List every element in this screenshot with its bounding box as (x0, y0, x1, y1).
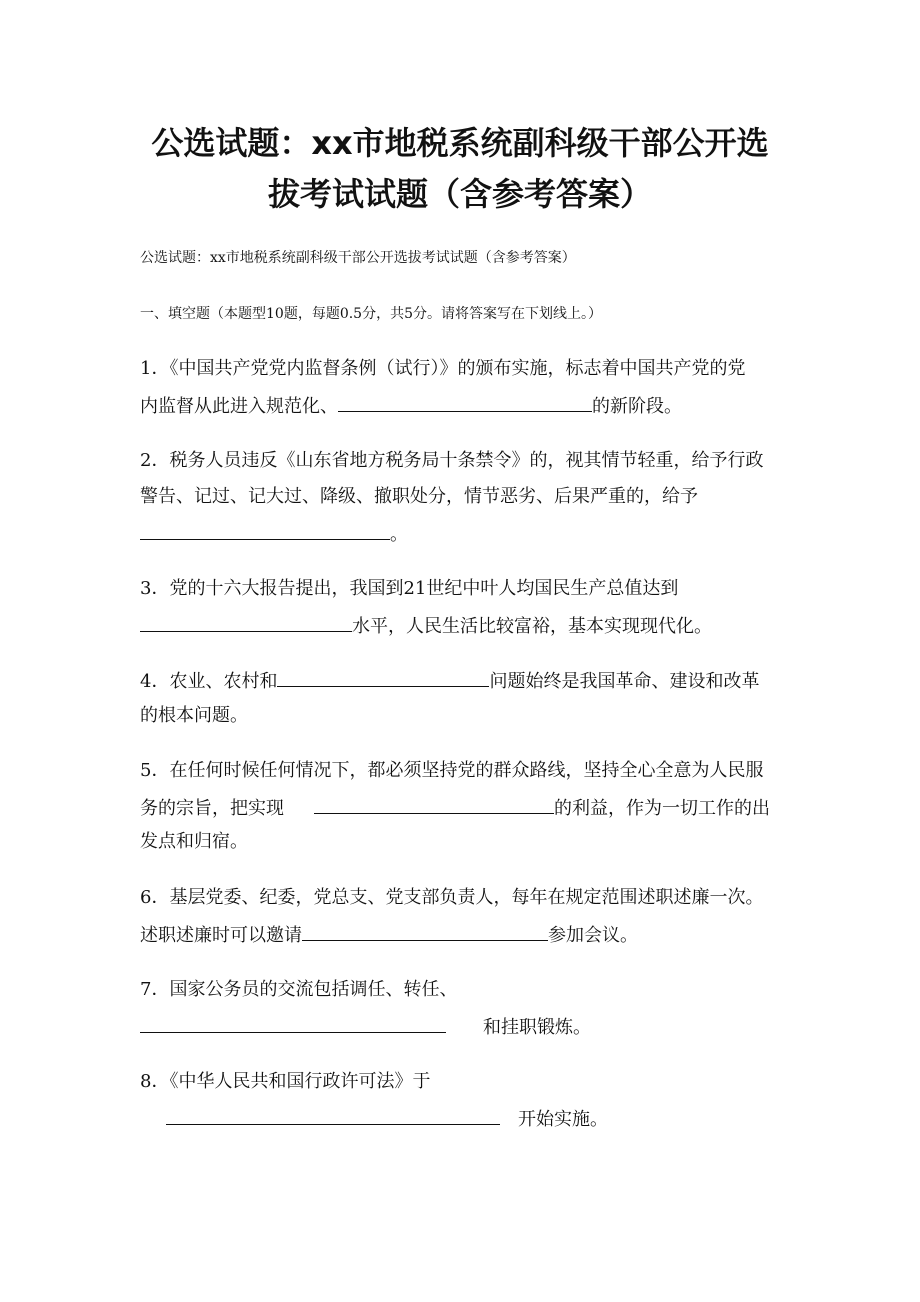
question-2-line-2: 警告、记过、记大过、降级、撤职处分，情节恶劣、后果严重的，给予 (140, 486, 698, 507)
answer-blank-5[interactable] (314, 794, 554, 814)
question-4-text-a: 4．农业、农村和 (140, 671, 278, 692)
question-7-text-b: 和挂职锻炼。 (483, 1017, 591, 1038)
question-3-line-2 (140, 612, 712, 640)
question-6-text-a: 述职述廉时可以邀请 (140, 925, 302, 946)
question-2-line-1: 2．税务人员违反《山东省地方税务局十条禁令》的，视其情节轻重，给予行政 (140, 450, 764, 471)
answer-blank-2[interactable] (140, 520, 390, 540)
question-6-line-1: 6．基层党委、纪委，党总支、党支部负责人，每年在规定范围述职述廉一次。 (140, 887, 764, 908)
answer-blank-4[interactable] (277, 667, 489, 687)
answer-blank-1[interactable] (338, 392, 592, 412)
question-5-text-a: 务的宗旨，把实现 (140, 798, 284, 819)
question-3-text-b: 水平，人民生活比较富裕，基本实现现代化。 (352, 616, 712, 637)
title-line-1: 公选试题：xx市地税系统副科级干部公开选 (151, 124, 769, 162)
question-8-line-1: 8．《中华人民共和国行政许可法》于 (140, 1071, 431, 1092)
question-6-line-2 (140, 921, 638, 949)
question-2-text-b: 。 (390, 524, 408, 545)
section-heading: 一、填空题（本题型10题，每题0.5分，共5分。请将答案写在下划线上。） (140, 306, 602, 322)
answer-blank-3[interactable] (140, 612, 352, 632)
question-5-line-3: 发点和归宿。 (140, 831, 248, 852)
question-8-line-2 (166, 1105, 608, 1133)
answer-blank-7[interactable] (140, 1013, 446, 1033)
answer-blank-6[interactable] (302, 921, 548, 941)
question-5-line-1: 5．在任何时候任何情况下，都必须坚持党的群众路线，坚持全心全意为人民服 (140, 760, 764, 781)
question-4-line-1 (140, 667, 759, 695)
question-1-text-b: 的新阶段。 (592, 396, 682, 417)
title-line-2: 拔考试试题（含参考答案） (267, 175, 652, 213)
document-title (130, 118, 790, 220)
question-1-line-2 (140, 392, 682, 420)
subtitle: 公选试题：xx市地税系统副科级干部公开选拔考试试题（含参考答案） (140, 250, 576, 266)
question-4-line-2: 的根本问题。 (140, 705, 248, 726)
question-5-text-b: 的利益，作为一切工作的出 (554, 798, 770, 819)
question-7-line-2 (140, 1013, 591, 1041)
question-5-line-2 (140, 794, 770, 822)
question-2-line-3 (140, 520, 408, 548)
question-4-text-b: 问题始终是我国革命、建设和改革 (489, 671, 760, 692)
question-6-text-b: 参加会议。 (548, 925, 638, 946)
question-3-line-1: 3．党的十六大报告提出，我国到21世纪中叶人均国民生产总值达到 (140, 578, 679, 599)
question-1-line-1: 1．《中国共产党党内监督条例（试行）》的颁布实施，标志着中国共产党的党 (140, 358, 746, 379)
answer-blank-8[interactable] (166, 1105, 500, 1125)
question-8-text-b: 开始实施。 (518, 1109, 608, 1130)
question-1-text-a: 内监督从此进入规范化、 (140, 396, 338, 417)
question-7-line-1: 7．国家公务员的交流包括调任、转任、 (140, 979, 458, 1000)
